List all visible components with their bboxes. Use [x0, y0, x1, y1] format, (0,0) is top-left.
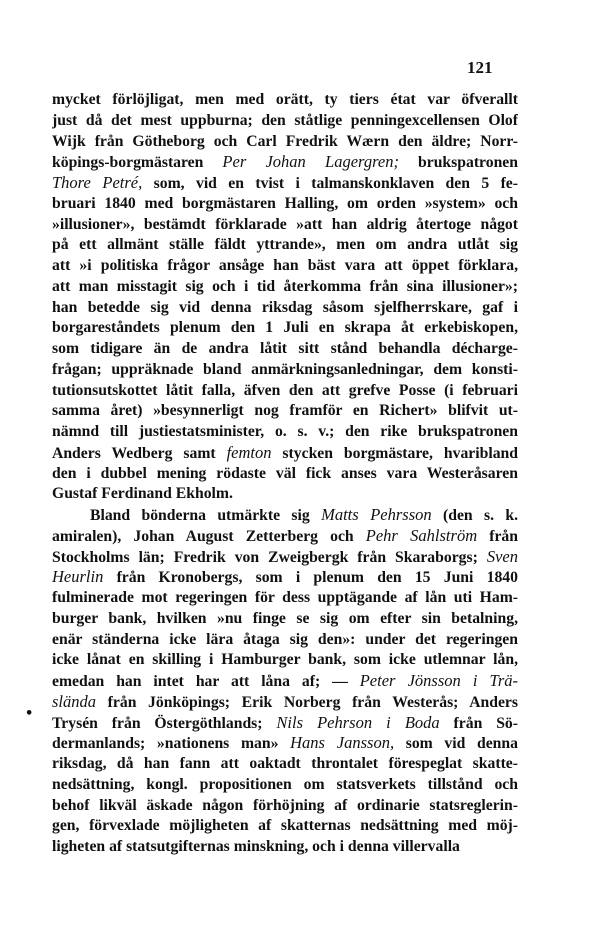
italic-name-span: Heurlin: [52, 567, 104, 587]
text-span: samma året) »besynnerligt nog framför en Richert» blifvit ut-: [52, 402, 518, 420]
text-span: ligheten af statsutgifternas minskning, och i denna villervalla: [52, 838, 460, 855]
text-span: den i dubbel mening rödaste väl fick anses vara Westeråsaren: [52, 464, 518, 482]
text-span: tutionsutskottet låtit falla, äfven den att grefve Posse (i februari: [52, 381, 518, 399]
text-span: att »i politiska frågor ansåge han bäst vara att öppet förklara,: [52, 257, 518, 274]
text-line: [52, 90, 518, 111]
text-line: [52, 796, 518, 817]
italic-name-span: Thore Petré,: [52, 173, 143, 192]
text-line: [52, 692, 518, 713]
text-line: [52, 588, 518, 609]
text-span: amiralen), Johan August Zetterberg och: [52, 527, 366, 545]
text-line: [52, 609, 518, 630]
text-line: [52, 443, 518, 464]
text-line: [52, 401, 518, 422]
text-line: [52, 464, 518, 485]
text-span: nämnd till justiestatsminister, o. s. v.; den rike brukspatronen: [52, 423, 518, 440]
margin-dot-mark: •: [25, 706, 34, 721]
text-span: stycken borgmästare, hvaribland: [271, 444, 518, 462]
text-span: köpings-borgmästaren: [52, 154, 223, 172]
text-span: från Sö-: [439, 714, 518, 732]
italic-name-span: Pehr Sahlström: [365, 525, 478, 545]
italic-name-span: slända: [52, 691, 97, 711]
text-span: som, vid en tvist i talmanskonklaven den 5 fe-: [142, 175, 518, 192]
italic-name-span: Per Johan Lagergren;: [222, 152, 399, 172]
text-span: behof likväl äskade någon förhöjning af ordinarie statsreglerin-: [52, 796, 518, 814]
text-line: [52, 775, 518, 796]
text-span: gen, förvexlade möjligheten af skatternas nedsättning med möj-: [52, 817, 518, 835]
italic-name-span: femton: [226, 442, 272, 462]
text-line: [52, 754, 518, 775]
text-span: Wijk från Götheborg och Carl Fredrik Wærn den äldre; Norr-: [52, 132, 518, 150]
text-line: [52, 526, 518, 547]
text-span: från Kronobergs, som i plenum den 15 Juni 1840: [103, 569, 518, 587]
text-span: fulminerade mot regeringen för dess upptägande af lån uti Ham-: [52, 589, 518, 606]
text-span: från Jönköpings; Erik Norberg från Westerås; Anders: [96, 693, 518, 711]
text-span: han betedde sig vid denna riksdag såsom sjelfherrskare, gaf i: [52, 298, 518, 316]
text-span: borgareståndets plenum den 1 Juli en skrapa åt erkebiskopen,: [52, 319, 518, 337]
text-line: [52, 298, 518, 319]
italic-name-span: Hans Jansson,: [290, 733, 395, 753]
text-line: [52, 816, 518, 837]
text-span: riksdag, då han fann att oaktadt throntalet förespeglat skatte-: [52, 755, 518, 772]
text-line: [52, 671, 518, 692]
text-line: [52, 360, 518, 381]
text-line: [52, 194, 518, 215]
text-line: [52, 505, 518, 526]
text-line: [52, 256, 518, 277]
text-span: just då det mest uppburna; den ståtlige penningexcellensen Olof: [52, 111, 518, 129]
text-span: frågan; uppräknade bland anmärkningsanledningar, dem konsti-: [52, 360, 518, 378]
text-span: Gustaf Ferdinand Ekholm.: [52, 485, 233, 503]
text-span: Trysén från Östergöthlands;: [52, 714, 277, 732]
text-line: [52, 837, 518, 858]
text-line: [52, 111, 518, 132]
text-line: [52, 650, 518, 671]
text-line: [52, 422, 518, 443]
text-span: brukspatronen: [398, 154, 518, 172]
text-span: bruari 1840 med borgmästaren Halling, om orden »system» och: [52, 194, 518, 212]
text-line: [52, 381, 518, 402]
text-span: nedsättning, kongl. propositionen om statsverkets tillstånd och: [52, 775, 518, 793]
text-line: [52, 235, 518, 256]
text-span: som tidigare än de andra låtit sitt stånd behandla décharge-: [52, 340, 518, 357]
text-line: [52, 339, 518, 360]
text-line: [52, 547, 518, 568]
text-line: [52, 733, 518, 754]
text-line: [52, 152, 518, 173]
text-line: [52, 567, 518, 588]
text-span: Anders Wedberg samt: [52, 444, 227, 462]
text-line: [52, 215, 518, 236]
text-span: från: [477, 527, 518, 545]
body-text: [52, 90, 518, 858]
text-line: [52, 173, 518, 194]
italic-name-span: Nils Pehrson i Boda: [276, 712, 440, 732]
text-span: burger bank, hvilken »nu finge se sig om efter sin betalning,: [52, 609, 518, 627]
text-line: [52, 630, 518, 651]
italic-name-span: Sven: [486, 546, 518, 566]
text-line: [52, 713, 518, 734]
text-line: [52, 484, 518, 505]
text-span: som vid denna: [394, 735, 518, 753]
text-span: dermanlands; »nationens man»: [52, 735, 291, 753]
page-number: 121: [467, 58, 493, 77]
text-span: emedan han intet har att låna af; —: [52, 673, 360, 690]
text-span: att man misstagit sig och i tid återkomma från sina illusioner»;: [52, 277, 518, 295]
text-span: (den s. k.: [431, 507, 518, 524]
text-span: Stockholms län; Fredrik von Zweigbergk från Skaraborgs;: [52, 548, 487, 566]
text-line: [52, 277, 518, 298]
text-span: icke lånat en skilling i Hamburger bank, som icke utlemnar lån,: [52, 651, 518, 669]
italic-name-span: Matts Pehrsson: [321, 505, 432, 524]
italic-name-span: Peter Jönsson i Trä-: [359, 671, 518, 690]
text-span: på ett allmänt ställe fäldt yttrande», men om andra utlåt sig: [52, 236, 518, 254]
text-span: enär ständerna icke lära åtaga sig den»: under det regeringen: [52, 630, 518, 648]
text-line: [52, 132, 518, 153]
text-span: Bland bönderna utmärkte sig: [90, 507, 322, 524]
text-span: »illusioner», bestämdt förklarade »att han aldrig återtoge något: [52, 215, 518, 233]
text-span: mycket förlöjligat, men med orätt, ty tiers état var öfverallt: [52, 91, 518, 108]
text-line: [52, 318, 518, 339]
